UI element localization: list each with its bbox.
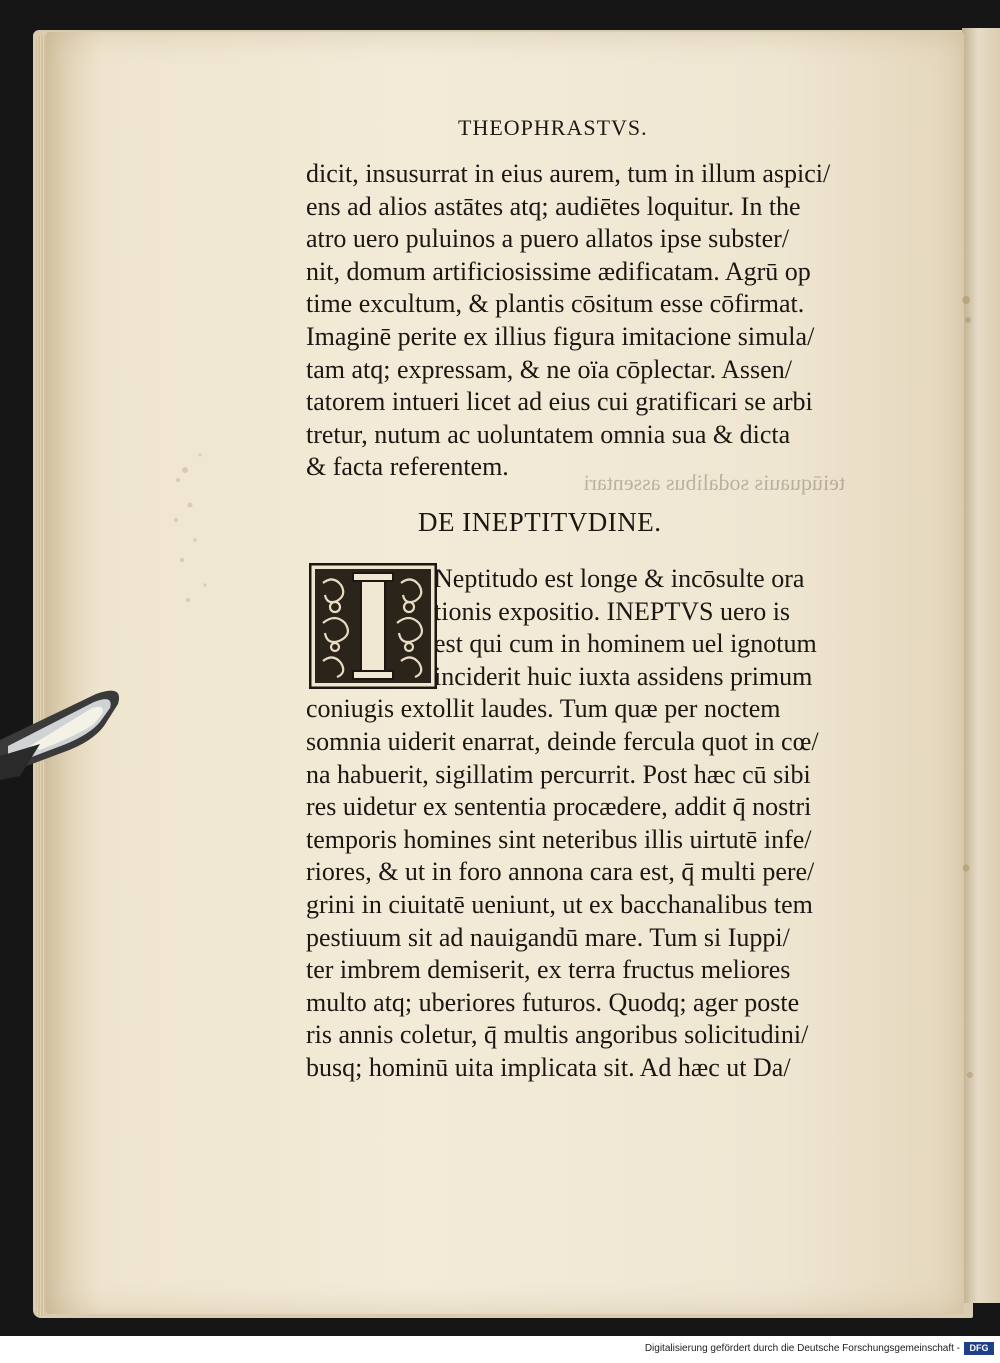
text-line: Imaginē perite ex illius figura imitacione simula/ — [306, 321, 815, 351]
facing-page-edge — [962, 28, 1000, 1303]
running-header: THEOPHRASTVS. — [458, 115, 648, 140]
dfg-logo: DFG — [964, 1342, 994, 1355]
text-line: est qui cum in hominem uel ignotum — [434, 629, 817, 659]
text-line: temporis homines sint neteribus illis uirtutē infe/ — [306, 824, 812, 854]
text-line: pestiuum sit ad nauigandū mare. Tum si Iuppi/ — [306, 922, 790, 952]
text-line: tatorem intueri licet ad eius cui gratificari se arbi — [306, 387, 813, 417]
text-line: grini in ciuitatē ueniunt, ut ex bacchanalibus tem — [306, 889, 813, 919]
text-line: & facta referentem. — [306, 452, 509, 482]
svg-text:teiūquauis sodalibus assentari: teiūquauis sodalibus assentari — [583, 470, 845, 495]
section-heading: DE INEPTITVDINE. — [418, 507, 662, 537]
text-line: dicit, insusurrat in eius aurem, tum in illum aspici/ — [306, 159, 831, 188]
text-line: tionis expositio. INEPTVS uero is — [434, 596, 791, 626]
text-line: somnia uiderit enarrat, deinde fercula quot in cœ/ — [306, 726, 819, 756]
text-line: busq; hominū uita implicata sit. Ad hæc ut Da/ — [306, 1052, 791, 1082]
text-line: Neptitudo est longe & incōsulte ora — [434, 564, 805, 593]
text-line: tretur, nutum ac uoluntatem omnia sua & dicta — [306, 419, 791, 449]
text-line: res uidetur ex sententia procædere, addit q̄ nostri — [306, 792, 812, 822]
text-line: tam atq; expressam, & ne oïa cōplectar. Assen/ — [306, 354, 792, 384]
funding-credit: Digitalisierung gefördert durch die Deutsche Forschungsgemeinschaft - — [644, 1343, 960, 1354]
text-line: na habuerit, sigillatim percurrit. Post hæc cū sibi — [306, 759, 811, 789]
text-line: ris annis coletur, q̄ multis angoribus solicitudini/ — [306, 1020, 809, 1050]
text-line: time excultum, & plantis cōsitum esse cōfirmat. — [306, 289, 805, 319]
text-line: ter imbrem demiserit, ex terra fructus meliores — [306, 955, 791, 985]
text-line: inciderit huic iuxta assidens primum — [434, 661, 813, 691]
text-line: nit, domum artificiosissime ædificatam. Agrū op — [306, 256, 811, 286]
text-line: atro uero puluinos a puero allatos ipse subster/ — [306, 224, 790, 254]
text-block-top — [306, 158, 866, 484]
text-line: ens ad alios astātes atq; audiētes loquitur. In the — [306, 191, 801, 221]
footer-bar — [0, 1336, 1000, 1363]
text-line: riores, & ut in foro annona cara est, q̄ multi pere/ — [306, 857, 815, 887]
text-line: multo atq; uberiores futuros. Quodq; ager poste — [306, 987, 800, 1017]
text-block-section — [306, 563, 866, 1085]
page-weight-pointer — [0, 680, 130, 790]
text-line: coniugis extollit laudes. Tum quæ per noctem — [306, 694, 781, 724]
